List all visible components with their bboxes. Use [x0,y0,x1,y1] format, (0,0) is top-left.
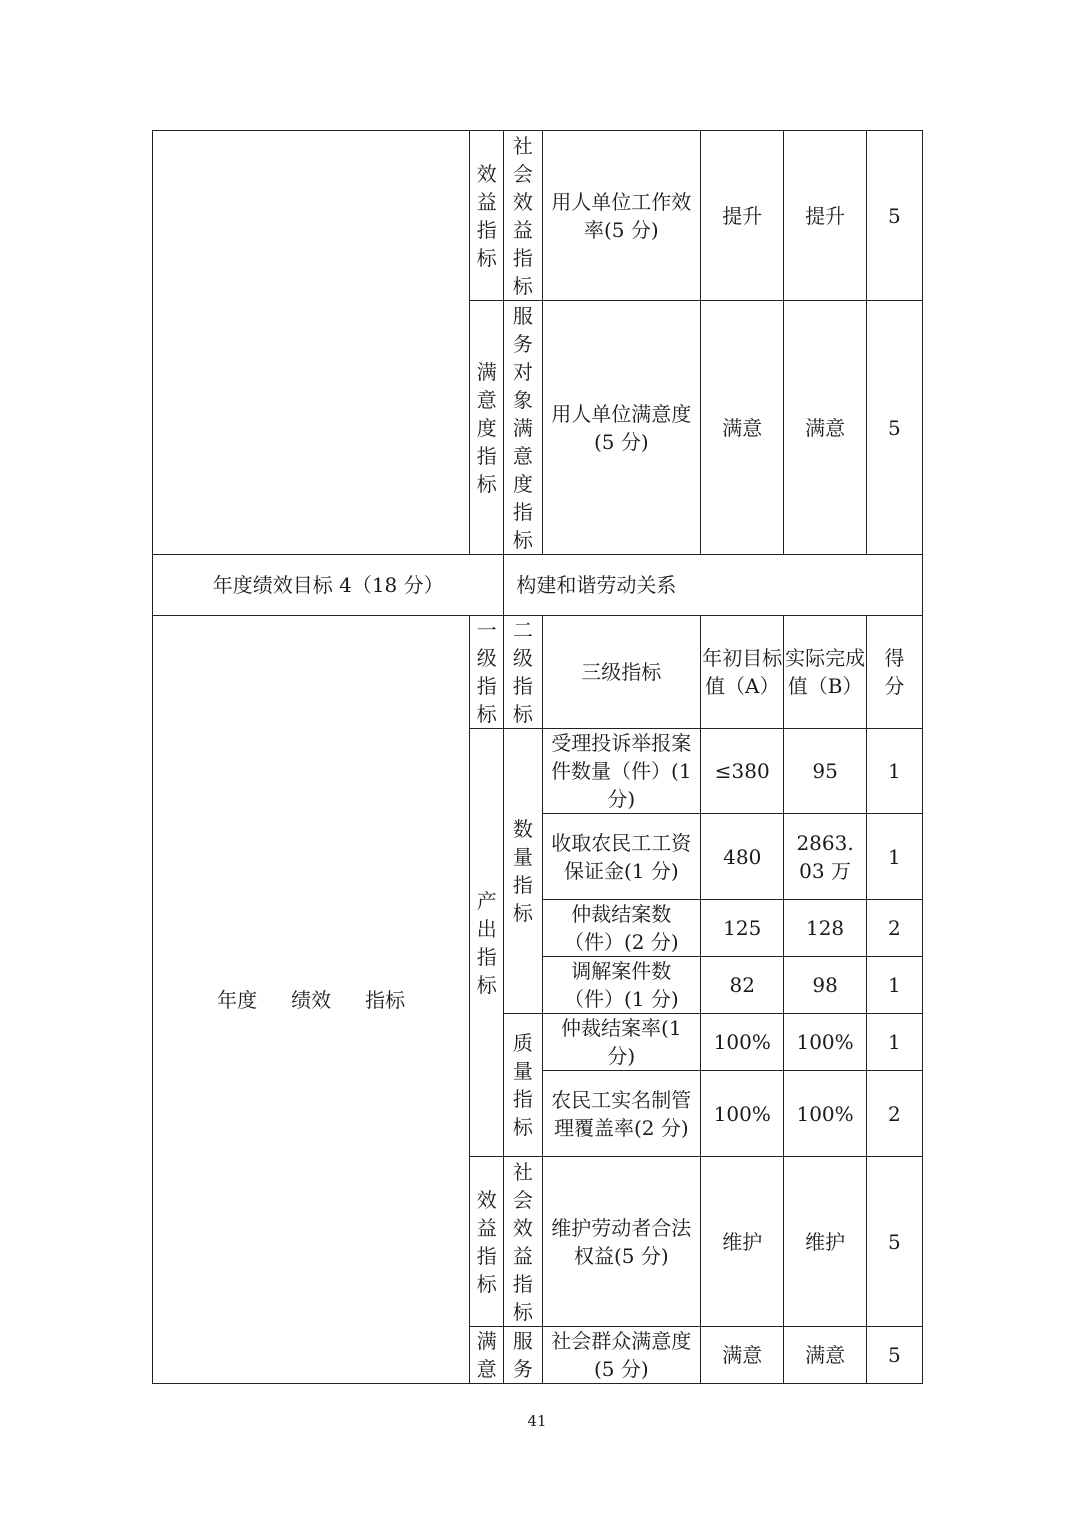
level1-cell: 满意 [470,1327,504,1384]
header-level3: 三级指标 [542,616,701,729]
score-cell: 1 [866,729,922,814]
header-target: 年初目标值（A） [701,616,784,729]
actual-cell: 100% [784,1014,866,1071]
level3-cell: 仲裁结案数（件）(2 分) [542,900,701,957]
score-cell: 5 [866,301,922,555]
actual-cell: 提升 [784,131,866,301]
header-actual: 实际完成值（B） [784,616,866,729]
target-cell: 100% [701,1014,784,1071]
target-cell: 480 [701,814,784,900]
level3-cell: 维护劳动者合法权益(5 分) [542,1157,701,1327]
actual-cell: 满意 [784,301,866,555]
actual-cell: 维护 [784,1157,866,1327]
score-cell: 5 [866,1157,922,1327]
level2-cell: 社会效益指标 [504,1157,542,1327]
level3-cell: 调解案件数（件）(1 分) [542,957,701,1014]
actual-cell: 2863.03 万 [784,814,866,900]
target-cell: 满意 [701,301,784,555]
blank-cell [153,131,470,555]
header-level1: 一级指标 [470,616,504,729]
goal-label: 年度绩效目标 4（18 分） [153,555,504,616]
score-cell: 1 [866,1014,922,1071]
header-row [153,616,923,729]
target-cell: 100% [701,1071,784,1157]
level3-cell: 用人单位工作效率(5 分) [542,131,701,301]
performance-table [152,130,923,1384]
level3-cell: 受理投诉举报案件数量（件）(1 分) [542,729,701,814]
level3-cell: 收取农民工工资保证金(1 分) [542,814,701,900]
score-cell: 2 [866,1071,922,1157]
level2-cell: 服务 [504,1327,542,1384]
score-cell: 1 [866,814,922,900]
table-row [153,131,923,301]
level2-cell: 数量指标 [504,729,542,1014]
level2-cell: 质量指标 [504,1014,542,1157]
level3-cell: 仲裁结案率(1 分) [542,1014,701,1071]
level3-cell: 用人单位满意度(5 分) [542,301,701,555]
actual-cell: 满意 [784,1327,866,1384]
score-cell: 5 [866,131,922,301]
goal-value: 构建和谐劳动关系 [504,555,923,616]
goal-row [153,555,923,616]
score-cell: 2 [866,900,922,957]
actual-cell: 128 [784,900,866,957]
score-cell: 5 [866,1327,922,1384]
score-cell: 1 [866,957,922,1014]
page-number: 41 [527,1412,547,1430]
level1-cell: 效益指标 [470,1157,504,1327]
actual-cell: 95 [784,729,866,814]
header-score: 得分 [866,616,922,729]
header-level2: 二级指标 [504,616,542,729]
actual-cell: 98 [784,957,866,1014]
level2-cell: 社会效益指标 [504,131,542,301]
level1-cell: 满意度指标 [470,301,504,555]
target-cell: 125 [701,900,784,957]
level1-cell: 产出指标 [470,729,504,1157]
target-cell: 82 [701,957,784,1014]
level3-cell: 农民工实名制管理覆盖率(2 分) [542,1071,701,1157]
level1-cell: 效益指标 [470,131,504,301]
target-cell: 满意 [701,1327,784,1384]
section-label: 年度 绩效 指标 [153,616,470,1384]
target-cell: ≤380 [701,729,784,814]
level2-cell: 服务对象满意度指标 [504,301,542,555]
level3-cell: 社会群众满意度(5 分) [542,1327,701,1384]
target-cell: 维护 [701,1157,784,1327]
actual-cell: 100% [784,1071,866,1157]
target-cell: 提升 [701,131,784,301]
